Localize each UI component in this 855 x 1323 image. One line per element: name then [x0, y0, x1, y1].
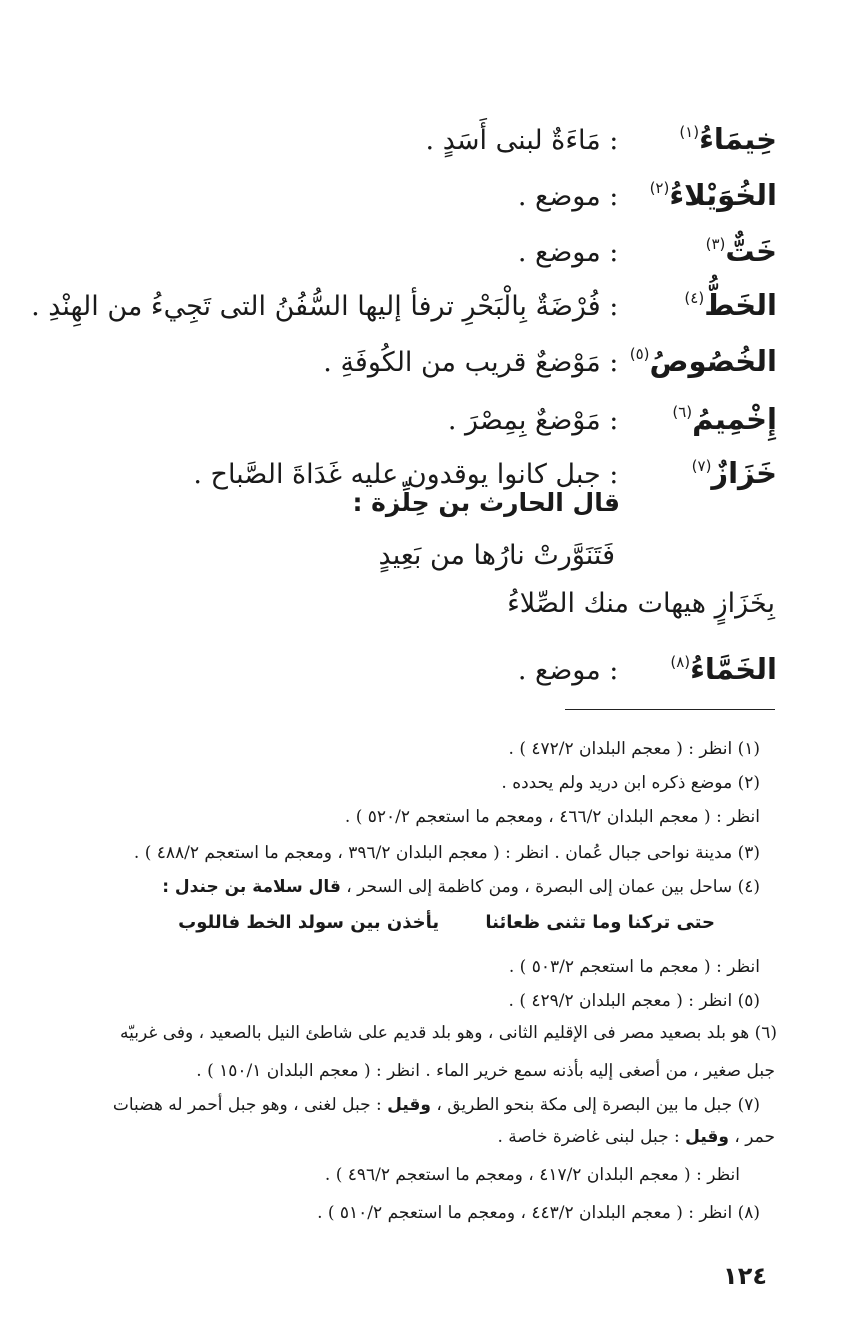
entry-head: خَتٌّ$^{(٣)}$	[705, 234, 777, 268]
entry-definition: : مَوْضعٌ بِمِصْرَ .	[447, 405, 619, 436]
poem-intro: قال الحارث بن حِلِّزة :	[352, 488, 620, 517]
entry-definition: : مَوْضعٌ قريب من الكُوفَةِ .	[323, 347, 619, 378]
footnote-4-verse-second: يأخذن بين سولد الخط فاللوب	[178, 912, 440, 933]
entry-definition: : موضع .	[517, 655, 619, 686]
entry-khaymaa	[426, 112, 777, 161]
footnote-3: (٣) مدينة نواحى جبال عُمان . انظر : ( معجم البلدان ٣٩٦/٢ ، ومعجم ما استعجم ٤٨٨/٢ ) .	[133, 843, 760, 863]
entry-head: الخُصُوصُ$^{(٥)}$	[629, 344, 777, 378]
entry-khuwaylaa	[518, 168, 777, 217]
footnote-2: (٢) موضع ذكره ابن دريد ولم يحدده .	[501, 773, 760, 793]
footnote-4-poet: قال سلامة بن جندل :	[162, 877, 341, 897]
footnote-6-continued: جبل صغير ، من أصغى إليه بأذنه سمع خرير الماء . انظر : ( معجم البلدان ١٥٠/١ ) .	[196, 1061, 775, 1081]
entry-definition: : فُرْضَةٌ بِالْبَحْرِ ترفأ إليها السُّفُنُ التى تَجِيءُ من الهِنْدِ .	[31, 291, 619, 322]
entry-definition: : مَاءَةٌ لبنى أَسَدٍ .	[425, 125, 619, 156]
footnote-7: (٧) جبل ما بين البصرة إلى مكة بنحو الطريق ، وقيل : جبل لغنى ، وهو جبل أحمر له هضبات	[112, 1095, 760, 1115]
entry-ikhmim	[448, 392, 777, 441]
entry-head: الخُوَيْلاءُ$^{(٢)}$	[649, 178, 777, 212]
footnote-5: (٥) انظر : ( معجم البلدان ٤٢٩/٢ ) .	[508, 991, 760, 1011]
entry-definition: : موضع .	[517, 181, 619, 212]
entry-head: خِيمَاءُ$^{(١)}$	[679, 122, 777, 156]
poem-verse-first-hemistich: فَتَنَوَّرتْ نارُها من بَعِيدٍ	[378, 540, 615, 571]
entry-definition: : موضع .	[517, 237, 619, 268]
footnote-7-continued: حمر ، وقيل : جبل لبنى غاضرة خاصة .	[497, 1127, 775, 1147]
footnote-4: (٤) ساحل بين عمان إلى البصرة ، ومن كاظمة إلى السحر ، قال سلامة بن جندل :	[162, 877, 760, 897]
footnote-1: (١) انظر : ( معجم البلدان ٤٧٢/٢ ) .	[508, 739, 760, 759]
footnote-4-reference: انظر : ( معجم ما استعجم ٥٠٣/٢ ) .	[508, 957, 760, 977]
footnote-8: (٨) انظر : ( معجم البلدان ٤٤٣/٢ ، ومعجم ما استعجم ٥١٠/٢ ) .	[317, 1203, 760, 1223]
entry-head: الخَمَّاءُ$^{(٨)}$	[670, 652, 777, 686]
footnote-4-verse	[178, 912, 715, 933]
footnote-6: (٦) هو بلد بصعيد مصر فى الإقليم الثانى ، وهو بلد قديم على شاطئ النيل بالصعيد ، وفى غربيّه	[120, 1023, 777, 1043]
entry-al-khatt	[31, 278, 777, 327]
poem-verse-second-hemistich: بِخَزَازٍ هيهات منك الصِّلاءُ	[507, 588, 775, 619]
page-number: ١٢٤	[723, 1262, 767, 1290]
entry-head: الخَطُّ$^{(٤)}$	[684, 288, 777, 322]
entry-khusus	[323, 334, 777, 383]
entry-head: إِخْمِيمُ$^{(٦)}$	[672, 402, 777, 436]
footnote-7-reference: انظر : ( معجم البلدان ٤١٧/٢ ، ومعجم ما استعجم ٤٩٦/٢ ) .	[324, 1165, 740, 1185]
footnote-divider	[565, 709, 775, 710]
entry-khammaa	[518, 642, 777, 691]
entry-definition: : جبل كانوا يوقدون عليه غَدَاةَ الصَّباح .	[193, 459, 619, 490]
footnote-2-reference: انظر : ( معجم البلدان ٤٦٦/٢ ، ومعجم ما استعجم ٥٢٠/٢ ) .	[344, 807, 760, 827]
footnote-4-verse-first: حتى تركنا وما تثنى ظعائنا	[485, 912, 715, 933]
entry-head: خَزَازٌ$^{(٧)}$	[691, 456, 777, 490]
entry-khatt	[518, 224, 777, 273]
